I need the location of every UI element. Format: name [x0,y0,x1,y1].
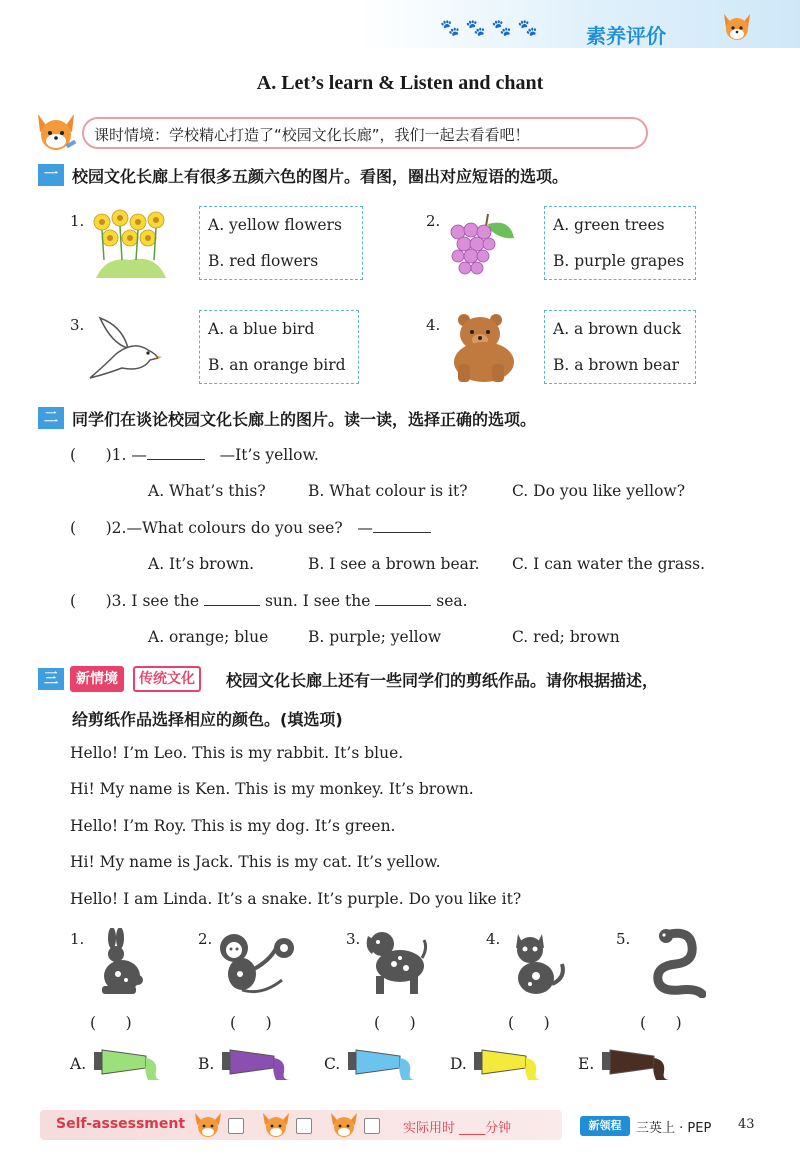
purple-grapes-icon [444,210,520,280]
item-number: 1. [70,212,85,230]
q2-option-a[interactable]: A. It’s brown. [148,555,255,573]
description-line: Hi! My name is Jack. This is my cat. It’s yellow. [70,853,441,871]
new-context-tag: 新情境 [70,666,124,692]
answer-blank[interactable]: ( ) [230,1014,272,1032]
cat-papercut-icon [508,928,568,998]
fill-blank[interactable] [373,532,431,533]
section-2-instruction: 同学们在谈论校园文化长廊上的图片。读一读，选择正确的选项。 [72,410,537,429]
section-3-badge: 三 [38,668,64,690]
option-a[interactable]: A. a blue bird [208,320,315,338]
description-line: Hello! I’m Roy. This is my dog. It’s green. [70,817,396,835]
self-assessment-label: Self-assessment [56,1116,186,1132]
item-1-options [199,206,363,280]
description-line: Hello! I’m Leo. This is my rabbit. It’s blue. [70,744,404,762]
rating-checkbox[interactable] [228,1118,244,1134]
answer-blank[interactable]: ( ) [374,1014,416,1032]
question-3: ( )3. I see the sun. I see the sea. [70,592,468,610]
brand-logo: 新领程 [580,1116,630,1136]
color-option-label: C. [324,1055,341,1073]
papercut-number: 3. [346,930,361,948]
question-2: ( )2.—What colours do you see? — [70,519,431,537]
fox-face-icon [328,1111,360,1139]
book-info: 三英上 · PEP [636,1121,712,1136]
q3-option-a[interactable]: A. orange; blue [148,628,269,646]
green-paint-tube-icon [92,1046,164,1084]
option-a[interactable]: A. green trees [553,216,665,234]
evaluation-title: 素养评价 [586,24,666,48]
answer-blank[interactable]: ( ) [640,1014,682,1032]
question-1: ( )1. — —It’s yellow. [70,446,319,464]
item-number: 4. [426,316,441,334]
rating-checkbox[interactable] [296,1118,312,1134]
bird-icon [86,310,164,384]
time-used-label: 实际用时 ____分钟 [403,1121,512,1136]
traditional-culture-tag: 传统文化 [133,666,201,692]
description-line: Hello! I am Linda. It’s a snake. It’s purple. Do you like it? [70,890,522,908]
item-number: 3. [70,316,85,334]
scene-context: 课时情境：学校精心打造了“校园文化长廊”，我们一起去看看吧！ [82,117,648,149]
papercut-number: 5. [616,930,631,948]
item-3-options [199,310,359,384]
papercut-number: 2. [198,930,213,948]
item-number: 2. [426,212,441,230]
rating-checkbox[interactable] [364,1118,380,1134]
fox-face-icon [260,1111,292,1139]
option-a[interactable]: A. a brown duck [553,320,682,338]
purple-paint-tube-icon [220,1046,292,1084]
answer-blank[interactable]: ( ) [70,592,112,610]
answer-blank[interactable]: ( ) [508,1014,550,1032]
section-3-instruction: 校园文化长廊上还有一些同学们的剪纸作品。请你根据描述， [226,671,659,690]
top-band [0,0,800,48]
snake-papercut-icon [640,926,706,998]
answer-blank[interactable]: ( ) [70,519,112,537]
papercut-number: 1. [70,930,85,948]
brown-paint-tube-icon [600,1046,672,1084]
option-b[interactable]: B. red flowers [208,252,319,270]
fox-face-icon [192,1111,224,1139]
option-a[interactable]: A. yellow flowers [208,216,342,234]
fill-blank[interactable] [204,605,260,606]
paw-prints: 🐾🐾🐾🐾 [440,18,544,37]
color-option-label: E. [578,1055,595,1073]
fill-blank[interactable] [375,605,431,606]
papercut-number: 4. [486,930,501,948]
fill-blank[interactable] [147,459,205,460]
option-b[interactable]: B. purple grapes [553,252,685,270]
yellow-flowers-icon [86,208,174,280]
description-line: Hi! My name is Ken. This is my monkey. It’s brown. [70,780,474,798]
item-4-options [544,310,696,384]
color-option-label: B. [198,1055,215,1073]
option-b[interactable]: B. an orange bird [208,356,346,374]
fox-mascot-icon [720,10,754,44]
q1-option-b[interactable]: B. What colour is it? [308,482,468,500]
q1-option-a[interactable]: A. What’s this? [148,482,266,500]
q2-option-c[interactable]: C. I can water the grass. [512,555,706,573]
page-number: 43 [738,1117,755,1132]
section-3-instruction-cont: 给剪纸作品选择相应的颜色。(填选项) [72,710,343,729]
blue-paint-tube-icon [346,1046,418,1084]
dog-papercut-icon [362,928,428,998]
answer-blank[interactable]: ( ) [90,1014,132,1032]
brown-bear-icon [444,312,522,384]
color-option-label: D. [450,1055,467,1073]
section-1-badge: 一 [38,164,64,186]
q3-option-c[interactable]: C. red; brown [512,628,620,646]
q3-option-b[interactable]: B. purple; yellow [308,628,442,646]
answer-blank[interactable]: ( ) [70,446,112,464]
color-option-label: A. [70,1055,87,1073]
item-2-options [544,206,696,280]
section-1-instruction: 校园文化长廊上有很多五颜六色的图片。看图，圈出对应短语的选项。 [72,167,569,186]
monkey-papercut-icon [212,930,300,998]
yellow-paint-tube-icon [472,1046,544,1084]
section-2-badge: 二 [38,407,64,429]
rabbit-papercut-icon [92,928,148,998]
q2-option-b[interactable]: B. I see a brown bear. [308,555,480,573]
fox-mascot-icon [32,108,80,156]
q1-option-c[interactable]: C. Do you like yellow? [512,482,686,500]
option-b[interactable]: B. a brown bear [553,356,679,374]
lesson-title: A. Let’s learn & Listen and chant [256,72,544,94]
